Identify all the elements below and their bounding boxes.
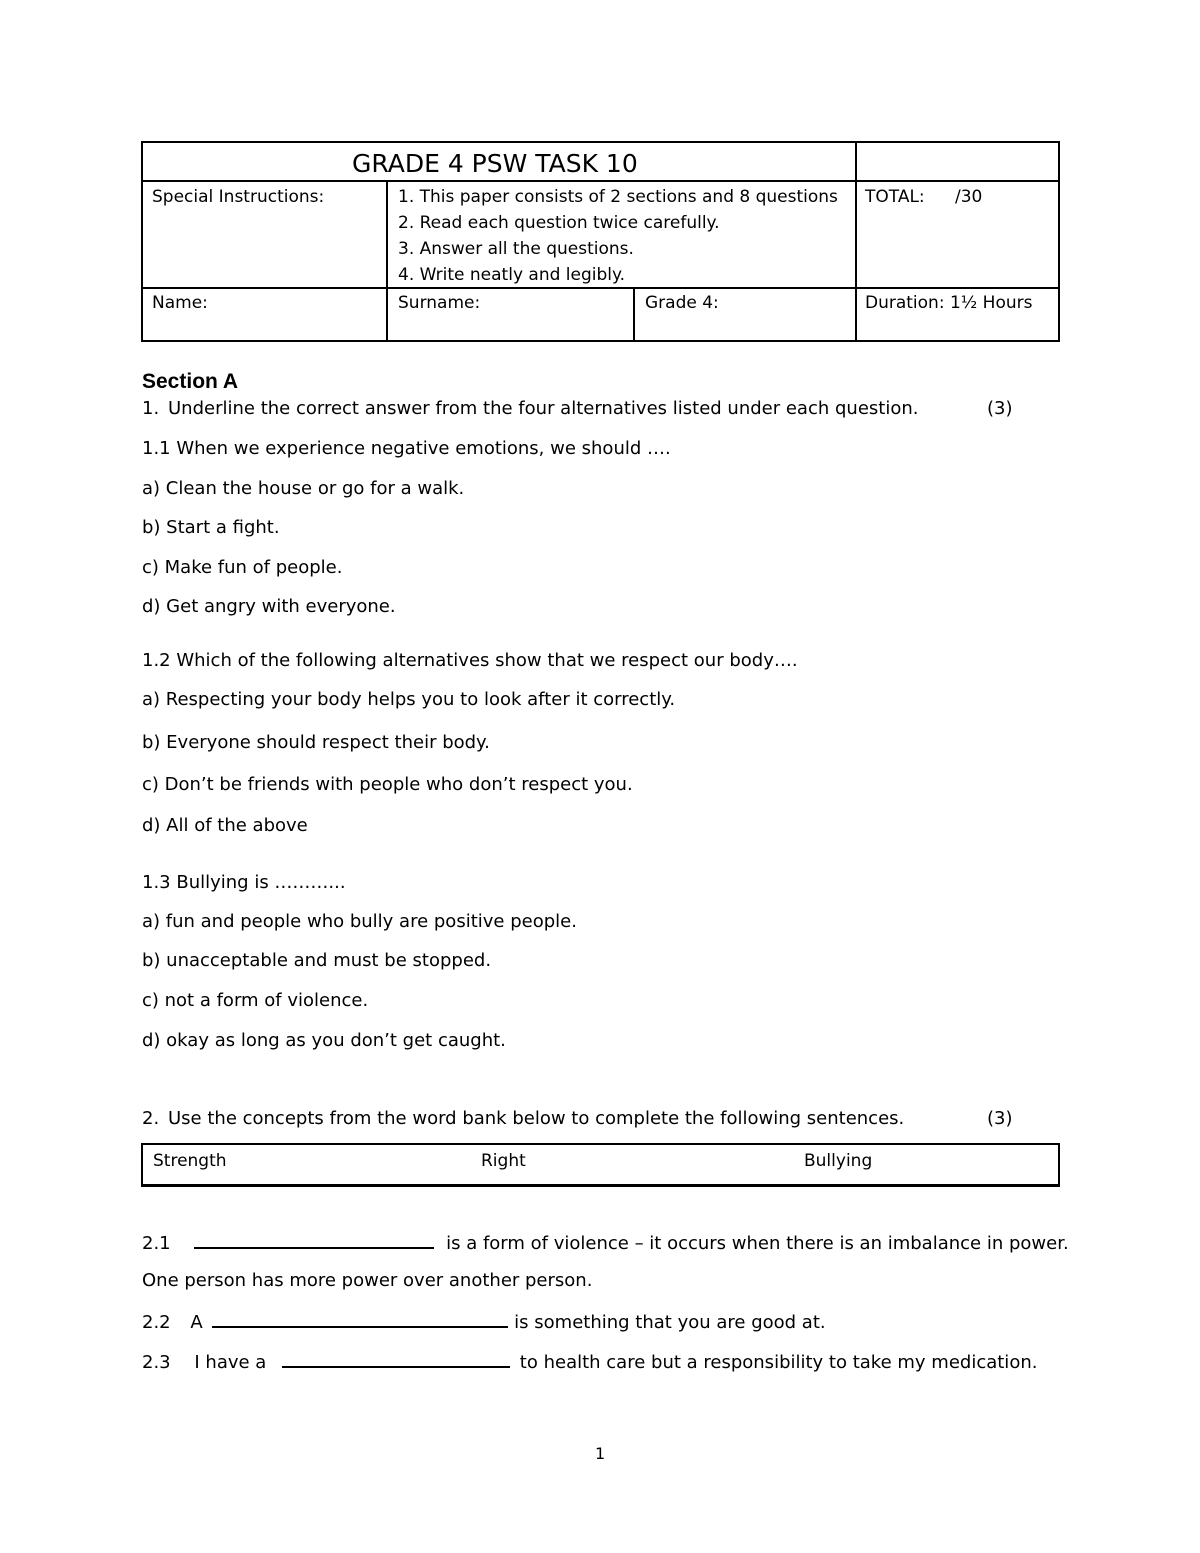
sentence-text: is something that you are good at. [514,1312,826,1333]
divider [633,287,635,340]
question-1-marks: (3) [987,398,1013,419]
divider [143,180,1058,182]
sentence-text: A [190,1312,203,1333]
total-label: TOTAL: [865,187,925,207]
word-bank [141,1143,1060,1187]
page-number: 1 [595,1444,606,1463]
word-bank-item: Strength [153,1151,227,1171]
answer-option[interactable]: b) Everyone should respect their body. [142,732,490,753]
question-stem: 1.1 When we experience negative emotions, we should …. [142,438,671,459]
question-stem: 1.2 Which of the following alternatives show that we respect our body…. [142,650,798,671]
question-2-marks: (3) [987,1108,1013,1129]
answer-option[interactable]: a) fun and people who bully are positive people. [142,911,577,932]
sentence-continuation: One person has more power over another person. [142,1270,593,1291]
page-title: GRADE 4 PSW TASK 10 [352,149,638,178]
question-2-number: 2. [142,1108,160,1129]
question-1-instruction: Underline the correct answer from the four alternatives listed under each question. [168,398,919,419]
word-bank-item: Right [481,1151,526,1171]
answer-option[interactable]: a) Respecting your body helps you to look after it correctly. [142,689,676,710]
divider [386,180,388,340]
answer-blank[interactable] [194,1230,434,1249]
divider [855,143,857,340]
answer-option[interactable]: b) Start a fight. [142,517,280,538]
total-value: /30 [955,187,983,207]
instruction-item: 2. Read each question twice carefully. [398,213,720,233]
answer-option[interactable]: d) All of the above [142,815,308,836]
instruction-item: 1. This paper consists of 2 sections and 8 questions [398,187,838,207]
sentence-number: 2.2 [142,1312,171,1333]
header-table [141,141,1060,342]
surname-field-label[interactable]: Surname: [398,293,481,313]
answer-option[interactable]: a) Clean the house or go for a walk. [142,478,465,499]
answer-blank[interactable] [282,1349,510,1368]
answer-option[interactable]: c) Make fun of people. [142,557,343,578]
sentence-text: is a form of violence – it occurs when there is an imbalance in power. [446,1233,1069,1254]
answer-option[interactable]: b) unacceptable and must be stopped. [142,950,492,971]
sentence-number: 2.3 [142,1352,171,1373]
answer-option[interactable]: d) okay as long as you don’t get caught. [142,1030,506,1051]
name-field-label[interactable]: Name: [152,293,208,313]
answer-option[interactable]: c) not a form of violence. [142,990,369,1011]
grade-field-label[interactable]: Grade 4: [645,293,719,313]
sentence-text: to health care but a responsibility to take my medication. [519,1352,1038,1373]
special-instructions-label: Special Instructions: [152,187,325,207]
answer-blank[interactable] [212,1309,508,1328]
instruction-item: 4. Write neatly and legibly. [398,265,626,285]
duration-label: Duration: 1½ Hours [865,293,1033,313]
sentence-2-1 [142,1230,1069,1254]
sentence-text: I have a [194,1352,267,1373]
section-title: Section A [142,370,239,393]
answer-option[interactable]: c) Don’t be friends with people who don’t respect you. [142,774,633,795]
word-bank-item: Bullying [804,1151,873,1171]
sentence-2-3 [142,1349,1037,1373]
answer-option[interactable]: d) Get angry with everyone. [142,596,396,617]
divider [143,287,1058,289]
question-2-instruction: Use the concepts from the word bank below to complete the following sentences. [168,1108,905,1129]
instruction-item: 3. Answer all the questions. [398,239,634,259]
question-stem: 1.3 Bullying is ………... [142,872,346,893]
question-1-number: 1. [142,398,160,419]
sentence-2-2 [142,1309,826,1333]
sentence-number: 2.1 [142,1233,171,1254]
